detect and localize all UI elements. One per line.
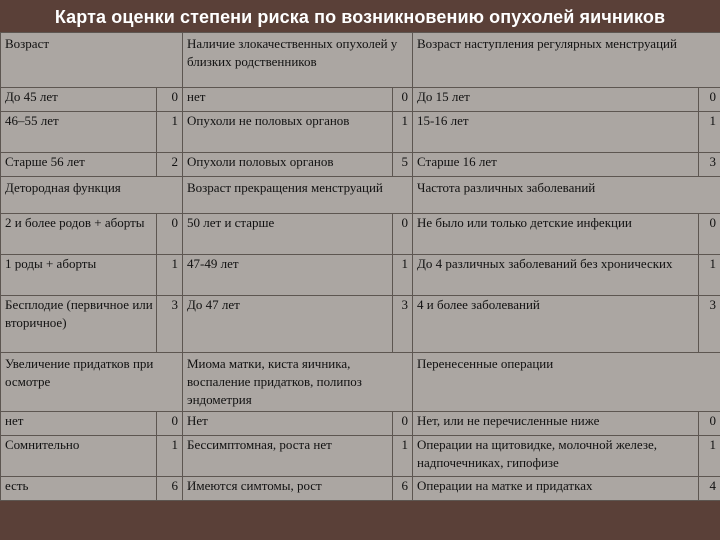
score-cell: 1 bbox=[393, 436, 413, 477]
criterion-cell: Сомнительно bbox=[1, 436, 157, 477]
criterion-cell: Старше 16 лет bbox=[413, 153, 699, 177]
header-cell: Перенесенные операции bbox=[413, 353, 720, 412]
criterion-cell: Нет bbox=[183, 412, 393, 436]
header-cell: Увеличение придатков при осмотре bbox=[1, 353, 183, 412]
criterion-cell: Не было или только детские инфекции bbox=[413, 214, 699, 255]
table-row bbox=[1, 255, 720, 296]
criterion-cell: 4 и более заболеваний bbox=[413, 296, 699, 353]
table-row bbox=[1, 112, 720, 153]
score-cell: 3 bbox=[699, 296, 720, 353]
criterion-cell: Операции на щитовидке, молочной железе, надпочечниках, гипофизе bbox=[413, 436, 699, 477]
score-cell: 1 bbox=[699, 255, 720, 296]
criterion-cell: Бессимптомная, роста нет bbox=[183, 436, 393, 477]
score-cell: 1 bbox=[699, 112, 720, 153]
header-cell: Частота различных заболеваний bbox=[413, 177, 720, 214]
score-cell: 2 bbox=[157, 153, 183, 177]
criterion-cell: 2 и более родов + аборты bbox=[1, 214, 157, 255]
score-cell: 0 bbox=[157, 214, 183, 255]
score-cell: 0 bbox=[699, 214, 720, 255]
criterion-cell: До 4 различных заболеваний без хронических bbox=[413, 255, 699, 296]
header-cell: Наличие злокачественных опухолей у близких родственников bbox=[183, 33, 413, 88]
risk-table bbox=[0, 32, 720, 501]
section-header-row bbox=[1, 33, 720, 88]
score-cell: 1 bbox=[699, 436, 720, 477]
table-row bbox=[1, 296, 720, 353]
score-cell: 3 bbox=[393, 296, 413, 353]
score-cell: 6 bbox=[393, 477, 413, 501]
criterion-cell: нет bbox=[183, 88, 393, 112]
score-cell: 0 bbox=[699, 412, 720, 436]
score-cell: 5 bbox=[393, 153, 413, 177]
criterion-cell: 47-49 лет bbox=[183, 255, 393, 296]
criterion-cell: Старше 56 лет bbox=[1, 153, 157, 177]
score-cell: 3 bbox=[157, 296, 183, 353]
criterion-cell: 50 лет и старше bbox=[183, 214, 393, 255]
page-title: Карта оценки степени риска по возникновению опухолей яичников bbox=[54, 7, 666, 27]
criterion-cell: Нет, или не перечисленные ниже bbox=[413, 412, 699, 436]
criterion-cell: 1 роды + аборты bbox=[1, 255, 157, 296]
criterion-cell: Бесплодие (первичное или вторичное) bbox=[1, 296, 157, 353]
score-cell: 1 bbox=[393, 112, 413, 153]
criterion-cell: нет bbox=[1, 412, 157, 436]
score-cell: 1 bbox=[393, 255, 413, 296]
score-cell: 3 bbox=[699, 153, 720, 177]
criterion-cell: Имеются симтомы, рост bbox=[183, 477, 393, 501]
score-cell: 0 bbox=[157, 88, 183, 112]
score-cell: 0 bbox=[699, 88, 720, 112]
score-cell: 1 bbox=[157, 436, 183, 477]
header-cell: Детородная функция bbox=[1, 177, 183, 214]
table-row bbox=[1, 477, 720, 501]
criterion-cell: есть bbox=[1, 477, 157, 501]
score-cell: 6 bbox=[157, 477, 183, 501]
criterion-cell: Операции на матке и придатках bbox=[413, 477, 699, 501]
criterion-cell: До 47 лет bbox=[183, 296, 393, 353]
header-cell: Возраст наступления регулярных менструаций bbox=[413, 33, 720, 88]
criterion-cell: Опухоли половых органов bbox=[183, 153, 393, 177]
score-cell: 4 bbox=[699, 477, 720, 501]
header-cell: Возраст bbox=[1, 33, 183, 88]
score-cell: 0 bbox=[393, 88, 413, 112]
criterion-cell: До 15 лет bbox=[413, 88, 699, 112]
section-header-row bbox=[1, 177, 720, 214]
score-cell: 0 bbox=[393, 412, 413, 436]
header-cell: Миома матки, киста яичника, воспаление придатков, полипоз эндометрия bbox=[183, 353, 413, 412]
table-row bbox=[1, 412, 720, 436]
table-row bbox=[1, 436, 720, 477]
score-cell: 0 bbox=[393, 214, 413, 255]
score-cell: 1 bbox=[157, 255, 183, 296]
score-cell: 1 bbox=[157, 112, 183, 153]
criterion-cell: 15-16 лет bbox=[413, 112, 699, 153]
score-cell: 0 bbox=[157, 412, 183, 436]
table-row bbox=[1, 153, 720, 177]
header-cell: Возраст прекращения менструаций bbox=[183, 177, 413, 214]
criterion-cell: До 45 лет bbox=[1, 88, 157, 112]
criterion-cell: Опухоли не половых органов bbox=[183, 112, 393, 153]
table-row bbox=[1, 214, 720, 255]
criterion-cell: 46–55 лет bbox=[1, 112, 157, 153]
table-row bbox=[1, 88, 720, 112]
section-header-row bbox=[1, 353, 720, 412]
